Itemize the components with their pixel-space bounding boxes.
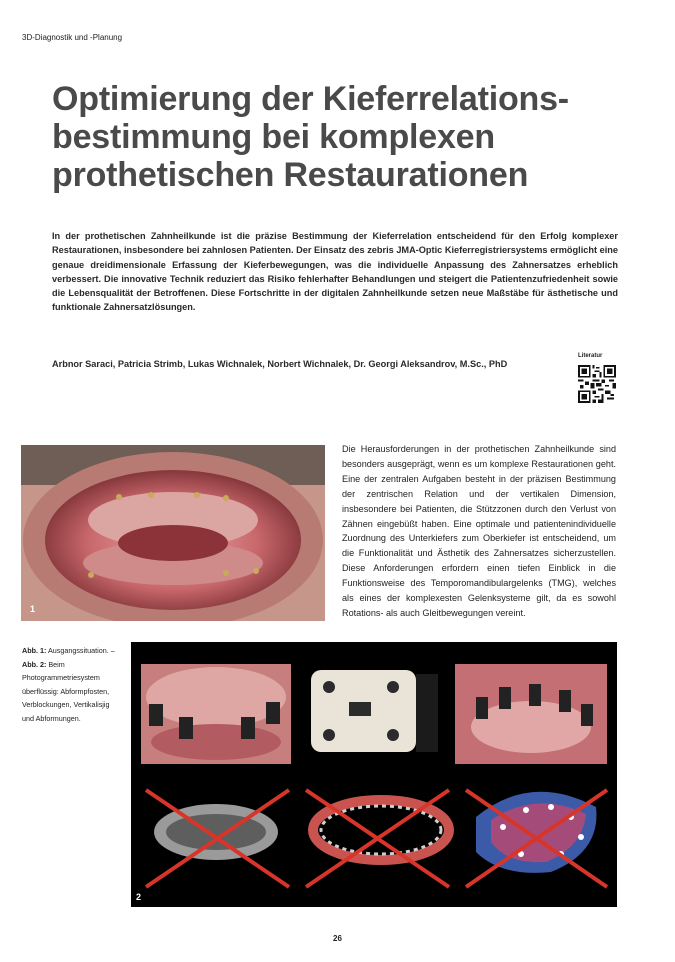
qr-code-icon[interactable] [578, 365, 616, 403]
caption-label-2: Abb. 2: [22, 659, 47, 669]
title-line-3: prothetischen Restaurationen [52, 156, 529, 194]
camera-device-image [311, 670, 438, 752]
caption-text-2: Beim Photogrammetriesystem überflüssig: Abformpfosten, Verblockungen, Vertikalisjig und Abformungen. [22, 659, 110, 723]
title-line-2: bestimmung bei komplexen [52, 118, 495, 156]
figure-2-number: 2 [136, 892, 142, 902]
mouth-scanbodies-left-image [141, 664, 291, 764]
article-title [52, 80, 652, 194]
mouth-scanbodies-right-image [455, 664, 607, 764]
literature-label: Literatur [578, 353, 603, 359]
photogrammetry-collage-image [131, 642, 617, 907]
body-paragraph: Die Herausforderungen in der prothetischen Zahnheilkunde sind besonders ausgeprägt, wenn es um komplexe Restaurationen geht. Eine der zentralen Aufgaben besteht in der präzisen Bestimmung der zentrischen Relation und der vertikalen Dimension, insbesondere bei Patienten, die Stützzonen durch den Verlust von Zähnen eingebüßt haben. Eine optimale und patientenindividuelle Zuordnung des Unterkiefers zum Oberkiefer ist entscheidend, um die Funktionalität und Ästhetik des Zahnersatzes sicherzustellen. Diese Anforderungen erfordern einen tiefen Einblick in die Funktionsweise des Temporomandibulargelenks (TMG), welches als eines der komplexesten Gelenksysteme gilt, da es sowohl Rotations- als auch Gleitbewegungen vereint. [342, 444, 616, 618]
mouth-initial-situation-image [21, 445, 325, 621]
section-label: 3D-Diagnostik und -Planung [22, 33, 123, 42]
figure-1-photo [21, 445, 325, 621]
author-list: Arbnor Saraci, Patricia Strimb, Lukas Wichnalek, Norbert Wichnalek, Dr. Georgi Aleksandrov, M.Sc., PhD [52, 359, 508, 369]
title-line-1: Optimierung der Kieferrelations- [52, 80, 569, 118]
caption-text-1: Ausgangssituation. – [46, 646, 115, 655]
figure-caption [22, 644, 122, 726]
page-number: 26 [333, 934, 342, 943]
figure-1-number: 1 [30, 604, 36, 614]
figure-2-collage [131, 642, 617, 907]
caption-label-1: Abb. 1: [22, 646, 47, 655]
lead-paragraph: In der prothetischen Zahnheilkunde ist die präzise Bestimmung der Kieferrelation entscheidend für den Erfolg komplexer Restaurationen, insbesondere bei zahnlosen Patienten. Der Einsatz des zebris JMA-Optic Kieferregistriersystems ermöglicht eine genaue dreidimensionale Erfassung der Kieferbewegungen, was die individuelle Anpassung des Zahnersatzes erheblich verbessert. Die innovative Technik reduziert das Risiko fehlerhafter Behandlungen und steigert die Patientenzufriedenheit sowie die Lebensqualität der Betroffenen. Diese Fortschritte in der digitalen Zahnheilkunde setzen neue Maßstäbe für ästhetische und funktionale Zahnersatzlösungen. [52, 231, 618, 313]
